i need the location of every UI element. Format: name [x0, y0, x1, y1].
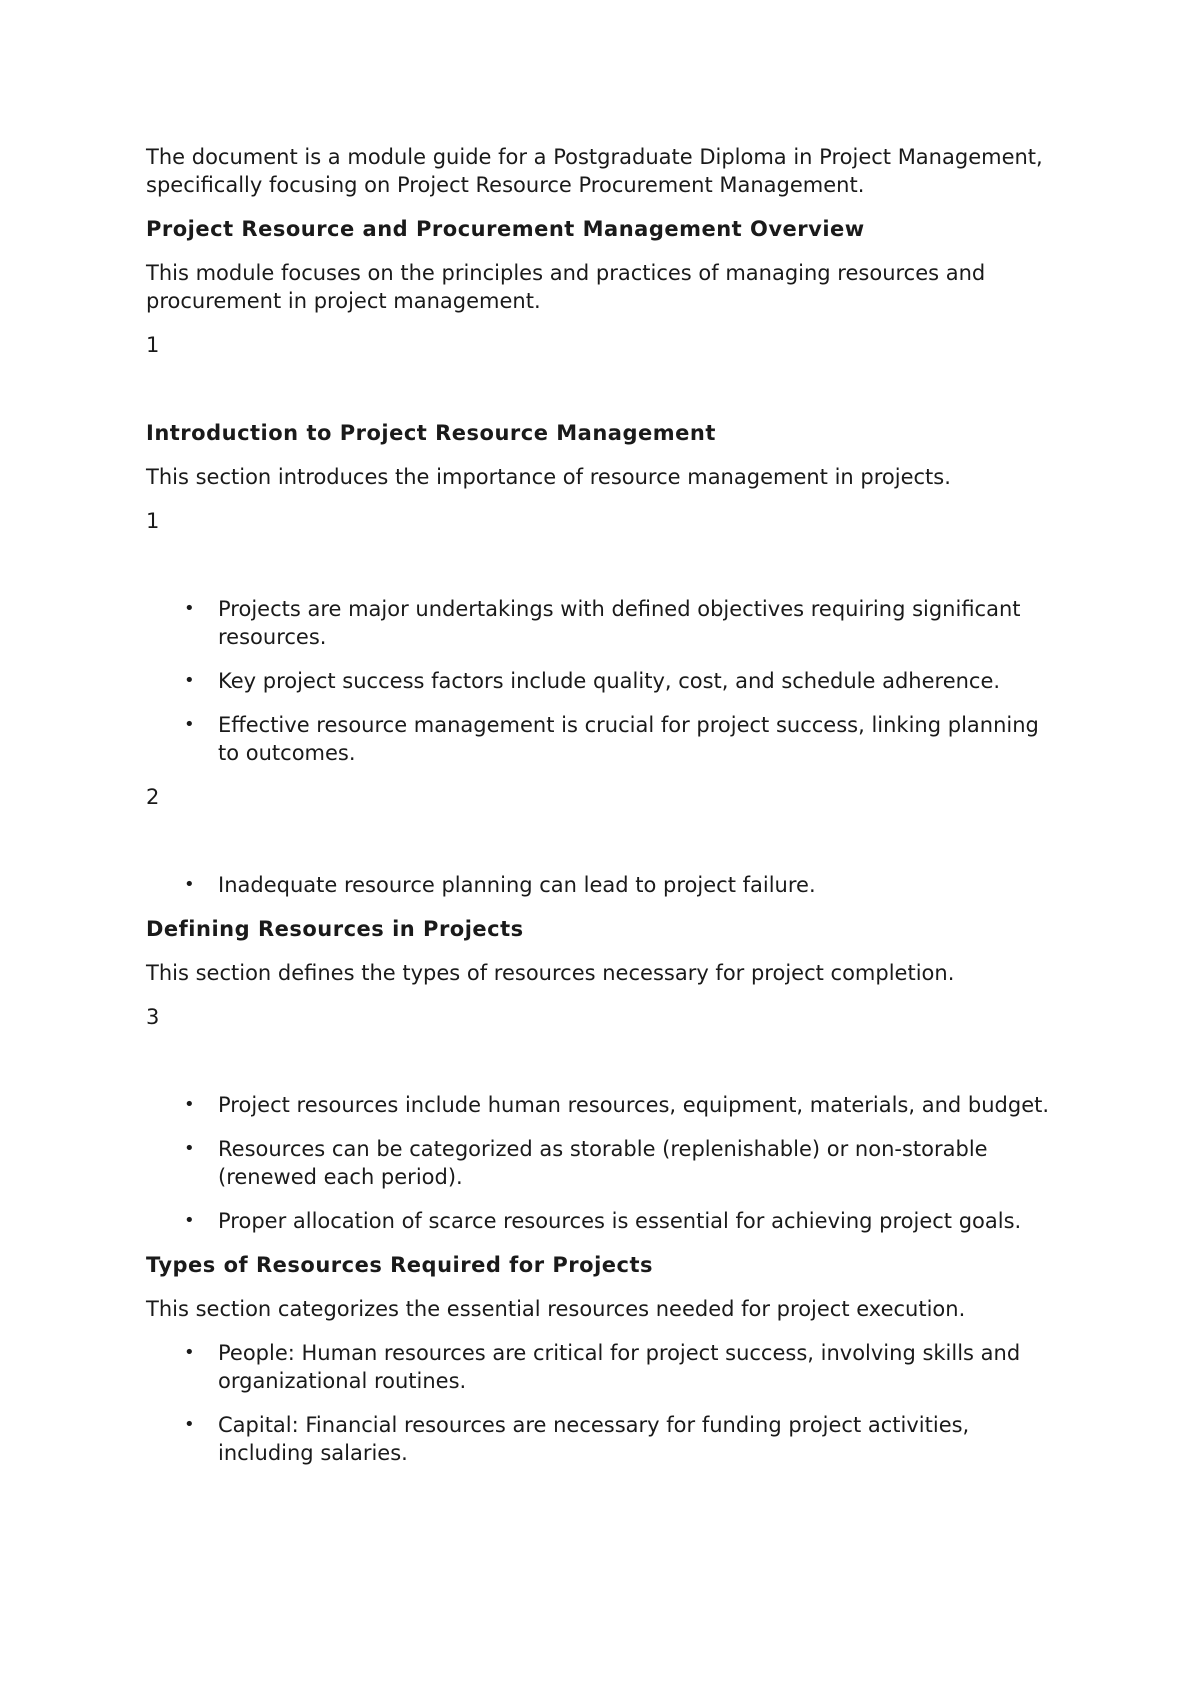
bullet-icon: • — [184, 598, 195, 619]
list-item-text: Projects are major undertakings with defined objectives requiring significant resources. — [218, 597, 1021, 649]
list-item — [146, 1091, 1066, 1119]
section-text-defining-resources: This section defines the types of resources necessary for project completion. — [146, 961, 955, 985]
bullet-icon: • — [184, 874, 195, 895]
list-item — [146, 871, 1066, 899]
list-item-text: Capital: Financial resources are necessary for funding project activities, including salaries. — [218, 1413, 970, 1465]
list-item — [146, 1207, 1066, 1235]
bullet-list-introduction — [146, 595, 1066, 767]
list-item — [146, 667, 1066, 695]
list-item — [146, 1411, 1066, 1467]
list-item — [146, 711, 1066, 767]
section-heading-introduction: Introduction to Project Resource Management — [146, 421, 716, 445]
section-heading-types-of-resources: Types of Resources Required for Projects — [146, 1253, 653, 1277]
bullet-list-types-of-resources — [146, 1339, 1066, 1467]
section-text-introduction: This section introduces the importance of resource management in projects. — [146, 465, 951, 489]
section-text-types-of-resources: This section categorizes the essential resources needed for project execution. — [146, 1297, 966, 1321]
bullet-list-defining-resources — [146, 1091, 1066, 1235]
bullet-icon: • — [184, 1414, 195, 1435]
list-item — [146, 1339, 1066, 1395]
list-item — [146, 1135, 1066, 1191]
bullet-icon: • — [184, 1342, 195, 1363]
list-item-text: Proper allocation of scarce resources is essential for achieving project goals. — [218, 1209, 1022, 1233]
list-item-text: Project resources include human resources, equipment, materials, and budget. — [218, 1093, 1050, 1117]
section-heading-overview: Project Resource and Procurement Management Overview — [146, 217, 865, 241]
bullet-icon: • — [184, 1138, 195, 1159]
intro-paragraph: The document is a module guide for a Postgraduate Diploma in Project Management, specifically focusing on Project Resource Procurement Management. — [146, 145, 1043, 197]
list-item-text: People: Human resources are critical for project success, involving skills and organizational routines. — [218, 1341, 1021, 1393]
page-number: 1 — [146, 333, 160, 357]
bullet-icon: • — [184, 714, 195, 735]
bullet-icon: • — [184, 1210, 195, 1231]
list-item-text: Inadequate resource planning can lead to project failure. — [218, 873, 816, 897]
page-number: 3 — [146, 1005, 160, 1029]
section-text-overview: This module focuses on the principles and practices of managing resources and procurement in project management. — [146, 261, 986, 313]
section-heading-defining-resources: Defining Resources in Projects — [146, 917, 524, 941]
bullet-icon: • — [184, 1094, 195, 1115]
page-number: 2 — [146, 785, 160, 809]
bullet-icon: • — [184, 670, 195, 691]
bullet-list-introduction-continued — [146, 871, 1066, 899]
page-number: 1 — [146, 509, 160, 533]
list-item — [146, 595, 1066, 651]
list-item-text: Resources can be categorized as storable (replenishable) or non-storable (renewed each period). — [218, 1137, 988, 1189]
document-page — [146, 143, 1066, 1483]
list-item-text: Key project success factors include quality, cost, and schedule adherence. — [218, 669, 1001, 693]
list-item-text: Effective resource management is crucial for project success, linking planning to outcomes. — [218, 713, 1039, 765]
